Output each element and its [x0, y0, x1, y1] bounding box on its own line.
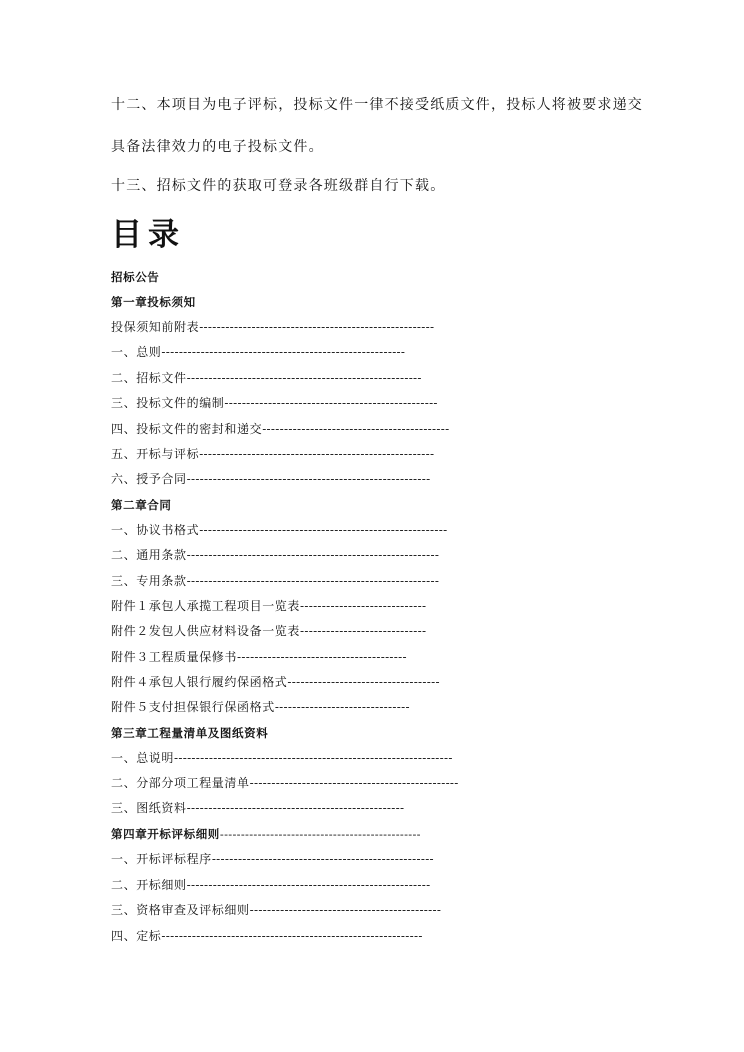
- toc-entry-text: 四、投标文件的密封和递交: [111, 422, 263, 436]
- toc-entry: [111, 800, 404, 816]
- toc-entry-leader: -------------------------------------------: [262, 422, 450, 436]
- toc-entry-text: 附件１承包人承揽工程项目一览表: [111, 599, 301, 613]
- toc-entry-leader: ------------------------------------------------------: [199, 320, 435, 334]
- toc-entry-text: 四、定标: [111, 929, 162, 943]
- toc-entry: [111, 699, 410, 715]
- toc-entry-chapter-1: [111, 294, 196, 310]
- toc-entry: [111, 547, 439, 563]
- toc-entry-text: 第二章合同: [111, 498, 172, 512]
- toc-entry-leader: ------------------------------------------------------: [186, 371, 422, 385]
- toc-entry: [111, 573, 439, 589]
- toc-entry-leader: ------------------------------------------------------: [199, 447, 435, 461]
- toc-entry-leader: ---------------------------------------------------: [211, 852, 434, 866]
- toc-entry-text: 三、资格审查及评标细则: [111, 903, 250, 917]
- toc-entry: [111, 471, 430, 487]
- toc-entry-text: 二、通用条款: [111, 548, 187, 562]
- toc-entry: [111, 851, 434, 867]
- toc-entry-leader: ------------------------------------------------: [219, 827, 421, 841]
- toc-entry: [111, 370, 422, 386]
- toc-entry-text: 二、招标文件: [111, 371, 187, 385]
- toc-entry-text: 三、图纸资料: [111, 801, 187, 815]
- toc-title: 目录: [111, 217, 185, 253]
- toc-entry-leader: ----------------------------------------------------------------: [174, 751, 453, 765]
- toc-entry: [111, 775, 459, 791]
- toc-entry-text: 五、开标与评标: [111, 447, 200, 461]
- toc-entry-leader: ---------------------------------------------------------: [199, 523, 448, 537]
- toc-entry-text: 第三章工程量清单及图纸资料: [111, 726, 269, 740]
- paragraph-thirteen: 十三、招标文件的获取可登录各班级群自行下载。: [111, 178, 446, 194]
- toc-entry-tender-notice: [111, 269, 159, 285]
- toc-entry-text: 附件３工程质量保修书: [111, 650, 238, 664]
- toc-entry-text: 第四章开标评标细则: [111, 827, 220, 841]
- toc-entry: [111, 598, 426, 614]
- toc-entry-chapter-2: [111, 497, 172, 513]
- toc-entry-leader: ----------------------------------------------------------: [186, 574, 440, 588]
- toc-entry-chapter-3: [111, 725, 268, 741]
- toc-entry: [111, 623, 426, 639]
- toc-entry: [111, 877, 430, 893]
- toc-entry-leader: -----------------------------: [300, 599, 427, 613]
- toc-entry-leader: ----------------------------------------------------------: [186, 548, 440, 562]
- toc-entry: [111, 674, 440, 690]
- toc-entry-text: 第一章投标须知: [111, 295, 196, 309]
- toc-entry-text: 二、分部分项工程量清单: [111, 776, 250, 790]
- toc-entry-leader: -----------------------------: [300, 624, 427, 638]
- toc-entry: [111, 750, 453, 766]
- toc-entry-leader: --------------------------------------------------------: [186, 472, 431, 486]
- paragraph-twelve-continued: 具备法律效力的电子投标文件。: [111, 139, 324, 155]
- toc-entry-text: 三、投标文件的编制: [111, 396, 225, 410]
- toc-entry-leader: --------------------------------------------: [249, 903, 442, 917]
- toc-entry-text: 附件４承包人银行履约保函格式: [111, 675, 288, 689]
- toc-entry-text: 一、总则: [111, 345, 162, 359]
- toc-entry: [111, 446, 434, 462]
- toc-entry-leader: --------------------------------------------------------: [161, 345, 406, 359]
- toc-entry: [111, 928, 423, 944]
- toc-entry-leader: -------------------------------: [274, 700, 410, 714]
- toc-entry-leader: -----------------------------------: [287, 675, 440, 689]
- toc-entry: [111, 522, 447, 538]
- toc-entry: [111, 395, 438, 411]
- toc-entry: [111, 319, 434, 335]
- toc-entry: [111, 649, 407, 665]
- toc-entry-leader: ---------------------------------------: [237, 650, 407, 664]
- toc-entry-text: 三、专用条款: [111, 574, 187, 588]
- toc-entry: [111, 421, 449, 437]
- toc-entry-text: 一、开标评标程序: [111, 852, 212, 866]
- toc-entry-text: 二、开标细则: [111, 878, 187, 892]
- toc-entry-text: 六、授予合同: [111, 472, 187, 486]
- toc-entry-leader: --------------------------------------------------------: [186, 878, 431, 892]
- toc-entry-text: 一、总说明: [111, 751, 175, 765]
- toc-entry-leader: --------------------------------------------------: [186, 801, 405, 815]
- paragraph-twelve: 十二、本项目为电子评标，投标文件一律不接受纸质文件，投标人将被要求递交: [111, 97, 643, 113]
- toc-entry-text: 一、协议书格式: [111, 523, 200, 537]
- toc-entry-leader: -------------------------------------------------: [224, 396, 438, 410]
- toc-entry-chapter-4: [111, 826, 421, 842]
- toc-entry-leader: ------------------------------------------------------------: [161, 929, 423, 943]
- toc-entry-text: 附件５支付担保银行保函格式: [111, 700, 275, 714]
- toc-entry-text: 附件２发包人供应材料设备一览表: [111, 624, 301, 638]
- toc-entry: [111, 902, 441, 918]
- toc-entry-leader: ------------------------------------------------: [249, 776, 459, 790]
- toc-entry-text: 招标公告: [111, 270, 160, 284]
- toc-entry: [111, 344, 405, 360]
- toc-entry-text: 投保须知前附表: [111, 320, 200, 334]
